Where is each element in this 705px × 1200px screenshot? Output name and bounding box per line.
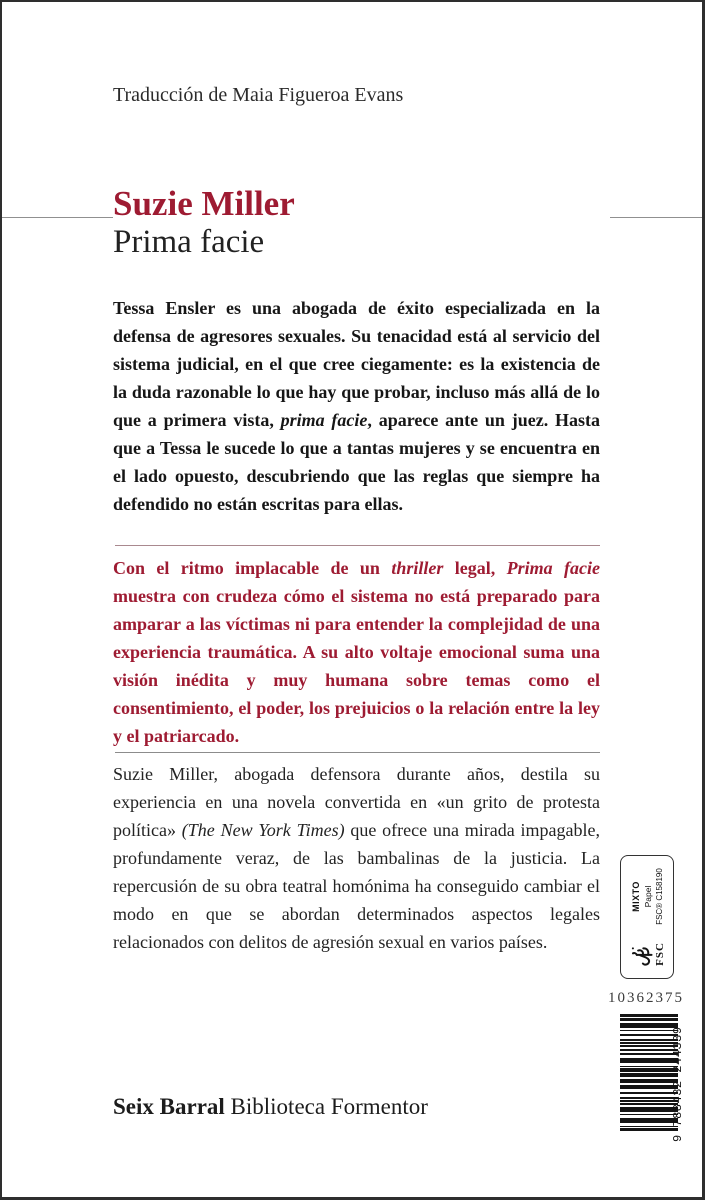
fsc-text-lines — [631, 862, 664, 931]
publisher-collection: Biblioteca Formentor — [224, 1094, 428, 1119]
author-name: Suzie Miller — [113, 186, 610, 221]
fsc-wordmark: FSC — [653, 942, 666, 966]
review-top-rule — [115, 545, 600, 546]
publisher-imprint: Seix Barral — [113, 1094, 225, 1119]
barcode-bars — [620, 1014, 678, 1132]
fsc-certification-label — [620, 855, 674, 979]
author-bio-paragraph: Suzie Miller, abogada defensora durante años, destila su experiencia en una novela convertida en «un grito de protesta política» (The New York Times) que ofrece una mirada impagable, profundamente veraz, de las bambalinas de la justicia. La repercusión de su obra teatral homónima ha conseguido cambiar el modo en que se abordan determinados aspectos legales relacionados con delitos de agresión sexual en varios países. — [113, 764, 600, 952]
fsc-label-box — [620, 855, 674, 979]
fsc-mix-label: MIXTO — [630, 881, 641, 912]
review-paragraph: Con el ritmo implacable de un thriller legal, Prima facie muestra con crudeza cómo el sistema no está preparado para amparar a las víctimas ni para entender la complejidad de una experiencia traumática. A su alto voltaje emocional suma una visión inédita y muy humana sobre temas como el consentimiento, el poder, los prejuicios o la relación entre la ley y el patriarcado. — [113, 558, 601, 746]
ean-number: 9 788432 244339 — [671, 1026, 685, 1142]
publisher-line — [113, 1094, 600, 1120]
fsc-logo — [629, 936, 666, 972]
review-bottom-rule — [115, 752, 600, 753]
book-title: Prima facie — [113, 224, 265, 260]
product-code: 10362375 — [608, 990, 684, 1006]
translation-credit: Traducción de Maia Figueroa Evans — [113, 84, 404, 106]
synopsis-paragraph: Tessa Ensler es una abogada de éxito especializada en la defensa de agresores sexuales. Su tenacidad está al servicio del sistema judicial, en el que cree ciegamente: es la existencia de la duda razonable lo que hay que probar, incluso más allá de lo que a primera vista, prima facie, aparece ante un juez. Hasta que a Tessa le sucede lo que a tantas mujeres y se encuentra en el lado opuesto, descubriendo que las reglas que siempre ha defendido no están escritas para ellas. — [113, 298, 601, 514]
fsc-paper-label: Papel — [642, 885, 653, 908]
fsc-tree-check-icon — [629, 941, 655, 967]
barcode-ean — [671, 1012, 687, 1142]
fsc-license-code: FSC® C158190 — [654, 868, 664, 925]
